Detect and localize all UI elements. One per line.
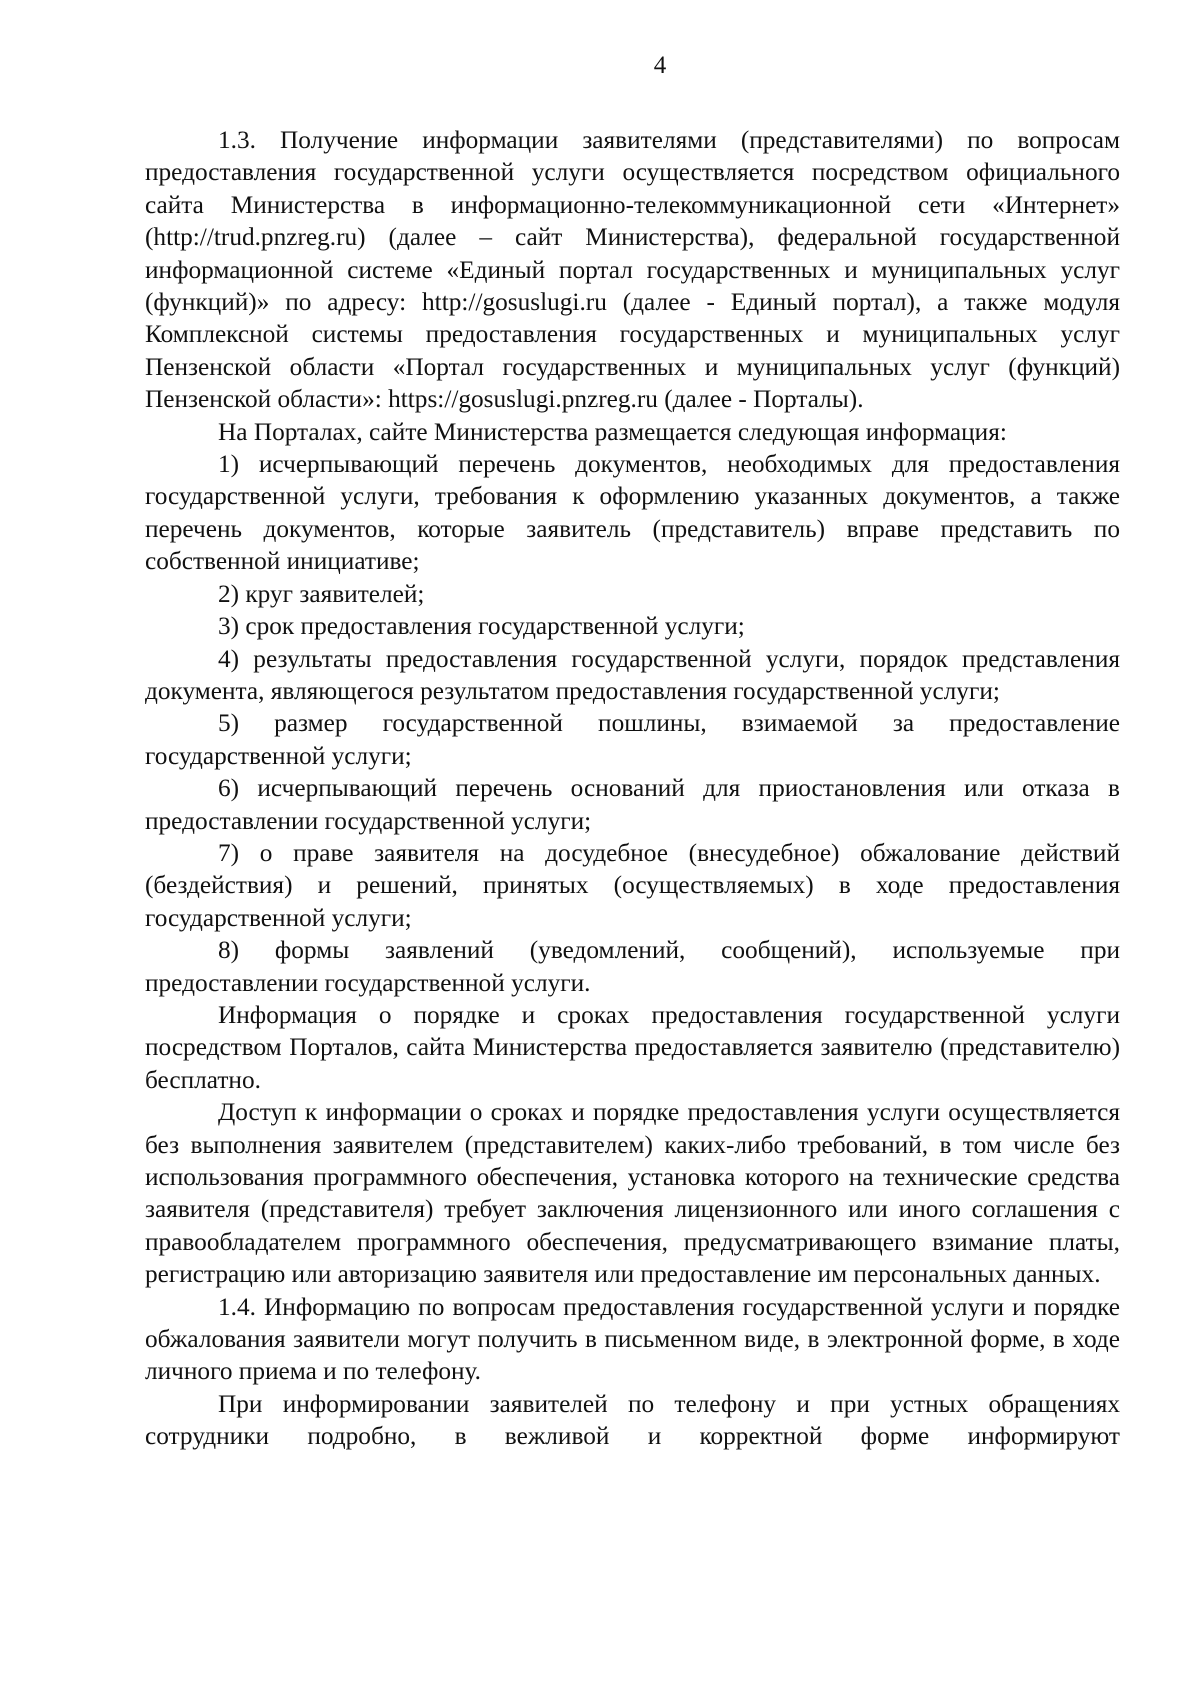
paragraph-portal-info-intro: На Порталах, сайте Министерства размещается следующая информация: [218, 417, 1007, 446]
paragraph-access-info: Доступ к информации о сроках и порядке предоставления услуги осуществляется без выполнения заявителем (представителем) каких-либо требований, в том числе без использования программного обеспечения, установка которого на технические средства заявителя (представителя) требует заключения лицензионного или иного соглашения с правообладателем программного обеспечения, предусматривающего взимание платы, регистрацию или авторизацию заявителя или предоставление им персональных данных. [145, 1098, 1120, 1289]
paragraph-1-3-info-sources: 1.3. Получение информации заявителями (представителями) по вопросам предоставления государственной услуги осуществляется посредством официального сайта Министерства в информационно-телекоммуникационной сети «Интернет» (http://trud.pnzreg.ru) (далее – сайт Министерства), федеральной государственной информационной системе «Единый портал государственных и муниципальных услуг (функций)» по адресу: http://gosuslugi.ru (далее - Единый портал), а также модуля Комплексной системы предоставления государственных и муниципальных услуг Пензенской области «Портал государственных и муниципальных услуг (функций) Пензенской области»: https://gosuslugi.pnzreg.ru (далее - Порталы). [145, 126, 1120, 414]
list-item-8-forms: 8) формы заявлений (уведомлений, сообщений), используемые при предоставлении государственной услуги. [145, 936, 1120, 997]
paragraph-phone-informing: При информировании заявителей по телефону и при устных обращениях сотрудники подробно, в вежливой и корректной форме информируют [145, 1389, 1120, 1451]
list-item-7-appeal: 7) о праве заявителя на досудебное (внесудебное) обжалование действий (бездействия) и решений, принятых (осуществляемых) в ходе предоставления государственной услуги; [145, 838, 1120, 932]
list-item-1-documents: 1) исчерпывающий перечень документов, необходимых для предоставления государственной услуги, требования к оформлению указанных документов, а также перечень документов, которые заявитель (представитель) вправе представить по собственной инициативе; [145, 450, 1120, 576]
page-number: 4 [653, 52, 667, 79]
list-item-6-grounds: 6) исчерпывающий перечень оснований для приостановления или отказа в предоставлении государственной услуги; [145, 774, 1120, 835]
list-item-4-results: 4) результаты предоставления государственной услуги, порядок представления документа, являющегося результатом предоставления государственной услуги; [145, 644, 1120, 705]
paragraph-free-info: Информация о порядке и сроках предоставления государственной услуги посредством Порталов, сайта Министерства предоставляется заявителю (представителю) бесплатно. [145, 1000, 1120, 1094]
list-item-5-fee: 5) размер государственной пошлины, взимаемой за предоставление государственной услуги; [145, 709, 1120, 770]
document-body [145, 124, 1120, 1453]
list-item-3-term: 3) срок предоставления государственной услуги; [218, 612, 745, 641]
list-item-2-applicants: 2) круг заявителей; [218, 579, 425, 608]
paragraph-1-4-info-channels: 1.4. Информацию по вопросам предоставления государственной услуги и порядке обжалования заявители могут получить в письменном виде, в электронной форме, в ходе личного приема и по телефону. [145, 1292, 1120, 1386]
